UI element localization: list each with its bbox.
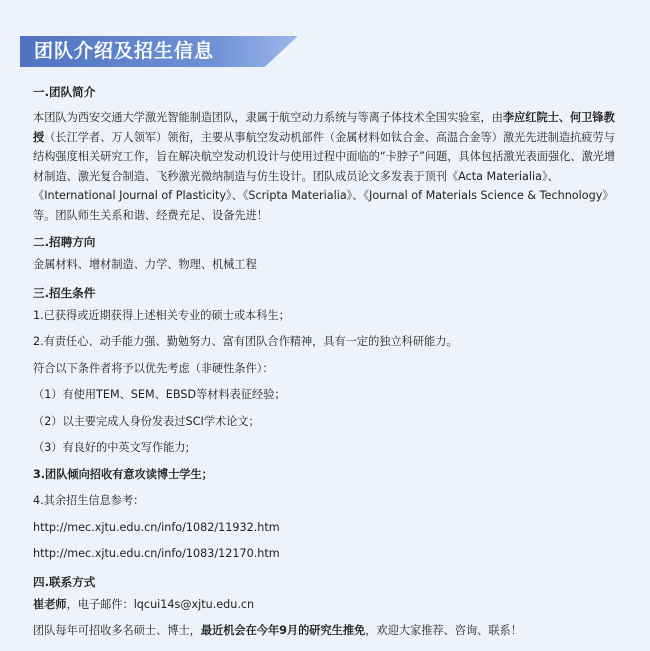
condition-phd-preference: 3.团队倾向招收有意攻读博士学生； <box>33 467 213 481</box>
recruit-fields: 金属材料、增材制造、力学、物理、机械工程 <box>33 258 257 271</box>
intro-text-1: 本团队为西安交通大学激光智能制造团队，隶属于航空动力系统与等离子体技术全国实验室，由 <box>33 111 503 124</box>
section-heading-contact: 四.联系方式 <box>33 574 96 589</box>
contact-line <box>33 598 618 612</box>
contact-email[interactable]: ，电子邮件：lqcui14s@xjtu.edu.cn <box>66 597 255 611</box>
intro-text-2: （长江学者、万人领军）领衔，主要从事航空发动机部件（金属材料如钛合金、高温合金等）激光先进制造抗疲劳与结构强度相关研究工作，旨在解决航空发动机设计与使用过程中面临的“卡脖子”问题，具体包括激光表面强化、激光增材制造、激光复合制造、飞秒激光微纳制造与仿生设计。团队成员论文多发表于顶刊《Acta Materialia》、《International Journal of Plasticity》、《Scripta Materialia》、《Journal of Materials Science & Technology》等。团队师生关系和谐、经费充足、设备先进！ <box>33 130 616 222</box>
intro-leaders: 李应红院士、何卫锋教授 <box>33 111 615 144</box>
content <box>33 76 618 651</box>
condition-item: （3）有良好的中英文写作能力; <box>33 441 190 454</box>
closing-text-1: 团队每年可招收多名硕士、博士， <box>33 624 201 637</box>
closing-highlight: 最近机会在今年9月的研究生推免 <box>200 624 366 637</box>
condition-item: （2）以主要完成人身份发表过SCI学术论文； <box>33 414 260 428</box>
info-link[interactable]: http://mec.xjtu.edu.cn/info/1083/12170.htm <box>33 547 280 560</box>
section-heading-intro: 一.团队简介 <box>33 85 96 99</box>
contact-name: 崔老师 <box>33 597 67 611</box>
condition-item: （1）有使用TEM、SEM、EBSD等材料表征经验； <box>33 388 286 401</box>
closing-text-2: ，欢迎大家推荐、咨询、联系！ <box>365 624 522 637</box>
more-info-label: 4.其余招生信息参考： <box>33 494 145 507</box>
info-link[interactable]: http://mec.xjtu.edu.cn/info/1082/11932.htm <box>33 520 280 534</box>
section-heading-recruit: 二.招聘方向 <box>33 235 96 249</box>
condition-item: 符合以下条件者将予以优先考虑（非硬性条件）： <box>33 361 274 375</box>
condition-item: 1.已获得或近期获得上述相关专业的硕士或本科生； <box>33 308 290 322</box>
closing-line <box>33 624 618 638</box>
condition-item: 2.有责任心、动手能力强、勤勉努力、富有团队合作精神，具有一定的独立科研能力。 <box>33 335 458 348</box>
section-heading-conditions: 三.招生条件 <box>33 285 96 300</box>
page-title: 团队介绍及招生信息 <box>34 40 215 62</box>
intro-paragraph <box>33 108 618 225</box>
